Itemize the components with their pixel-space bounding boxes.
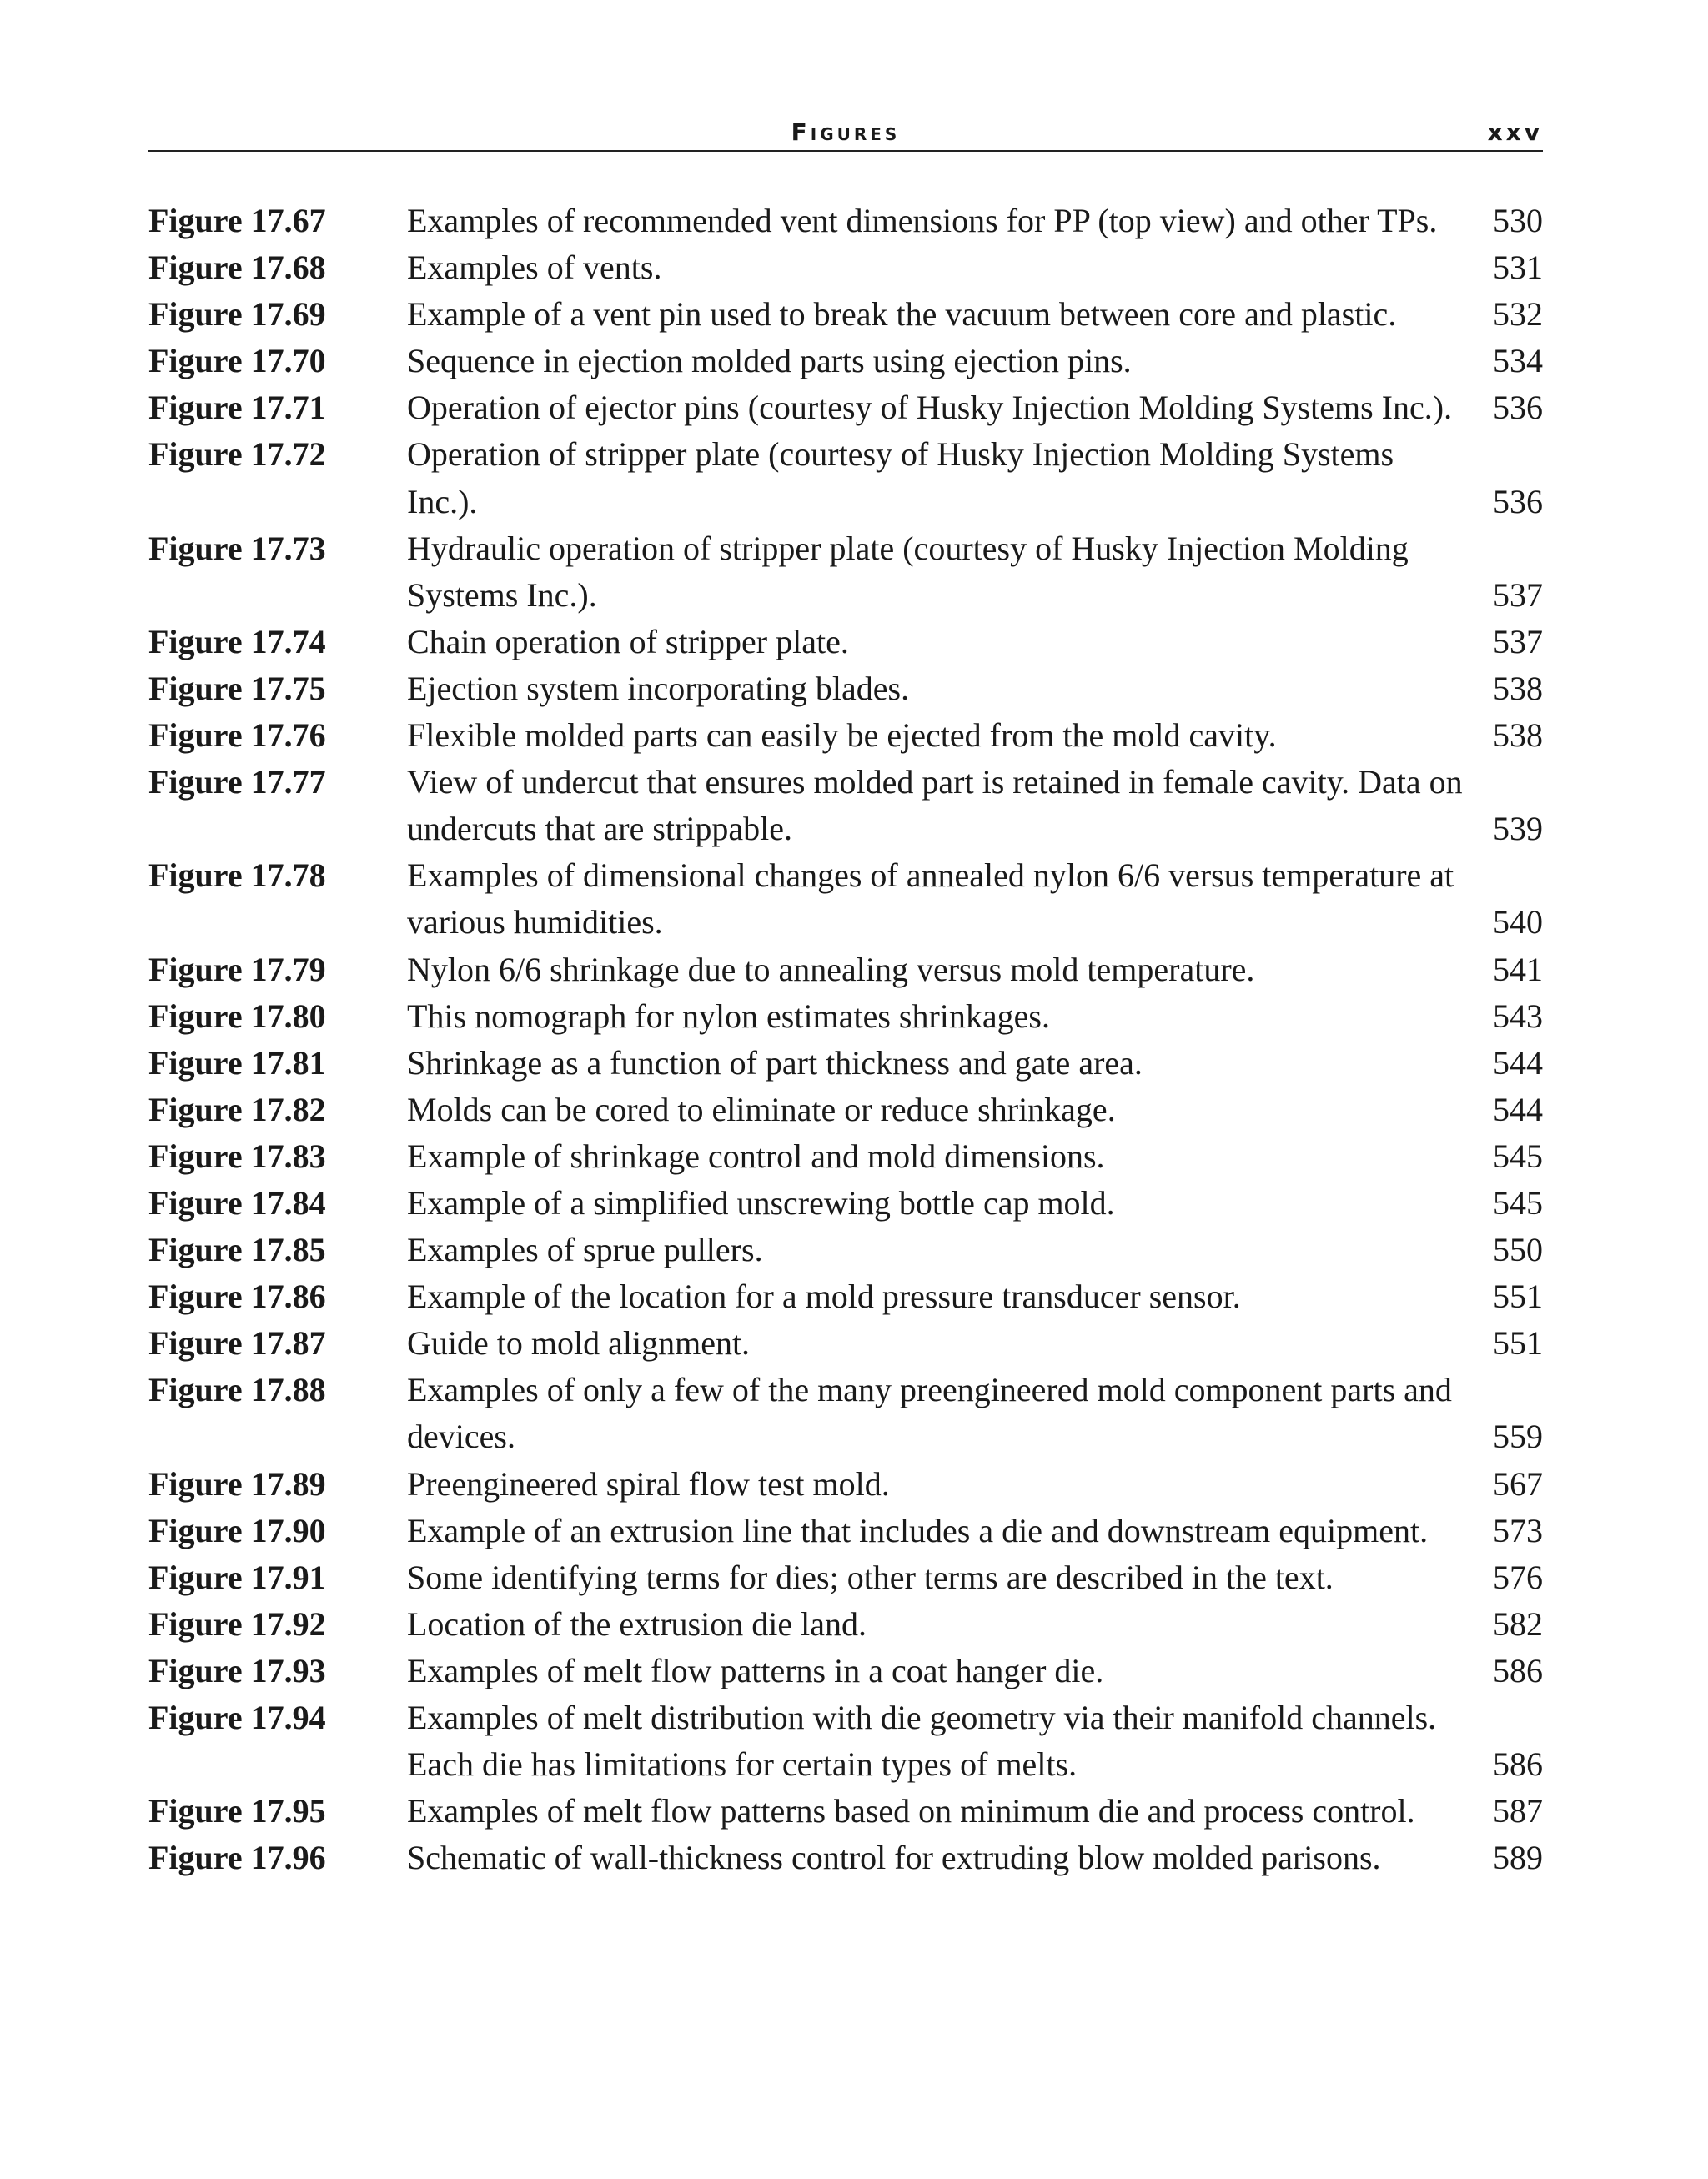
figure-label: Figure 17.75 [148, 669, 326, 707]
figure-caption: Examples of vents. [407, 249, 662, 287]
list-item [148, 759, 1543, 852]
figure-caption: Sequence in ejection molded parts using ejection pins. [407, 342, 1132, 380]
list-item [148, 525, 1543, 619]
figure-label: Figure 17.86 [148, 1278, 326, 1316]
figure-page-number: 559 [1493, 1418, 1543, 1456]
list-item [148, 431, 1543, 525]
figure-caption: Examples of melt distribution with die geometry via their manifold channels. Each die has limitations for certain types of melts. [407, 1699, 1437, 1784]
page-number: xxv [1487, 118, 1543, 146]
figure-caption: This nomograph for nylon estimates shrinkages. [407, 997, 1050, 1035]
list-item [148, 1835, 1543, 1881]
list-of-figures [148, 198, 1543, 1881]
figure-label: Figure 17.91 [148, 1558, 326, 1596]
figure-label: Figure 17.70 [148, 342, 326, 380]
figure-page-number: 530 [1493, 202, 1543, 239]
list-item [148, 1788, 1543, 1835]
figure-label: Figure 17.80 [148, 997, 326, 1035]
list-item [148, 993, 1543, 1040]
figure-page-number: 544 [1493, 1043, 1543, 1082]
figure-caption: Ejection system incorporating blades. [407, 669, 910, 707]
list-item [148, 244, 1543, 291]
list-item [148, 1648, 1543, 1694]
figure-label: Figure 17.78 [148, 856, 326, 895]
figure-caption: Operation of ejector pins (courtesy of Husky Injection Molding Systems Inc.). [407, 389, 1453, 427]
figure-caption: Schematic of wall-thickness control for extruding blow molded parisons. [407, 1839, 1381, 1877]
running-header [148, 117, 1543, 152]
figure-page-number: 534 [1493, 342, 1543, 380]
list-item [148, 1461, 1543, 1508]
figure-caption: Hydraulic operation of stripper plate (courtesy of Husky Injection Molding Systems Inc.). [407, 529, 1409, 614]
figure-label: Figure 17.77 [148, 763, 326, 801]
list-item [148, 712, 1543, 759]
list-item [148, 1133, 1543, 1180]
figure-label: Figure 17.96 [148, 1839, 326, 1877]
figure-page-number: 551 [1493, 1324, 1543, 1363]
figure-page-number: 538 [1493, 669, 1543, 707]
figure-label: Figure 17.93 [148, 1651, 326, 1689]
figure-label: Figure 17.95 [148, 1792, 326, 1830]
figure-page-number: 543 [1493, 997, 1543, 1035]
figure-label: Figure 17.74 [148, 622, 326, 660]
figure-page-number: 586 [1493, 1745, 1543, 1784]
figure-caption: Preengineered spiral flow test mold. [407, 1464, 890, 1503]
figure-caption: Some identifying terms for dies; other terms are described in the text. [407, 1558, 1334, 1596]
figure-label: Figure 17.84 [148, 1183, 326, 1222]
figure-label: Figure 17.85 [148, 1231, 326, 1269]
figure-page-number: 576 [1493, 1558, 1543, 1596]
figure-caption: Molds can be cored to eliminate or reduce shrinkage. [407, 1090, 1116, 1128]
figure-label: Figure 17.90 [148, 1511, 326, 1549]
figure-page-number: 550 [1493, 1231, 1543, 1269]
list-item [148, 1273, 1543, 1320]
list-item [148, 1087, 1543, 1133]
figure-label: Figure 17.87 [148, 1324, 326, 1363]
figure-page-number: 532 [1493, 295, 1543, 334]
figure-caption: Example of shrinkage control and mold dimensions. [407, 1137, 1105, 1175]
figure-page-number: 539 [1493, 810, 1543, 848]
figure-caption: Shrinkage as a function of part thickness and gate area. [407, 1043, 1143, 1082]
running-title: Figures [791, 118, 901, 146]
figure-page-number: 537 [1493, 575, 1543, 614]
list-item [148, 619, 1543, 665]
figure-caption: Location of the extrusion die land. [407, 1604, 867, 1643]
figure-caption: Operation of stripper plate (courtesy of Husky Injection Molding Systems Inc.). [407, 435, 1394, 520]
figure-page-number: 551 [1493, 1278, 1543, 1316]
figure-caption: Nylon 6/6 shrinkage due to annealing versus mold temperature. [407, 950, 1255, 988]
figure-page-number: 540 [1493, 903, 1543, 941]
list-item [148, 198, 1543, 244]
figure-page-number: 531 [1493, 249, 1543, 287]
figure-page-number: 589 [1493, 1839, 1543, 1877]
figure-page-number: 538 [1493, 716, 1543, 755]
list-item [148, 384, 1543, 431]
figure-label: Figure 17.92 [148, 1604, 326, 1643]
list-item [148, 1601, 1543, 1648]
figure-page-number: 537 [1493, 622, 1543, 660]
list-item [148, 1508, 1543, 1554]
figure-label: Figure 17.71 [148, 389, 326, 427]
figure-caption: Examples of recommended vent dimensions for PP (top view) and other TPs. [407, 202, 1438, 239]
figure-page-number: 545 [1493, 1137, 1543, 1175]
list-item [148, 338, 1543, 384]
figure-page-number: 541 [1493, 950, 1543, 988]
figure-caption: Examples of sprue pullers. [407, 1231, 763, 1269]
list-item [148, 1554, 1543, 1601]
figure-page-number: 544 [1493, 1090, 1543, 1128]
list-item [148, 291, 1543, 338]
figure-page-number: 545 [1493, 1183, 1543, 1222]
figure-caption: Example of a simplified unscrewing bottle cap mold. [407, 1183, 1115, 1222]
list-item [148, 1180, 1543, 1227]
figure-caption: Chain operation of stripper plate. [407, 622, 849, 660]
figure-caption: View of undercut that ensures molded part is retained in female cavity. Data on undercuts that are strippable. [407, 763, 1463, 848]
figure-label: Figure 17.67 [148, 202, 326, 239]
figure-caption: Example of the location for a mold pressure transducer sensor. [407, 1278, 1241, 1316]
figure-label: Figure 17.69 [148, 295, 326, 334]
figure-label: Figure 17.76 [148, 716, 326, 755]
figure-page-number: 586 [1493, 1651, 1543, 1689]
figure-label: Figure 17.68 [148, 249, 326, 287]
figure-caption: Guide to mold alignment. [407, 1324, 751, 1363]
figure-page-number: 536 [1493, 482, 1543, 520]
figure-label: Figure 17.79 [148, 950, 326, 988]
figure-page-number: 573 [1493, 1511, 1543, 1549]
figure-caption: Flexible molded parts can easily be ejected from the mold cavity. [407, 716, 1277, 755]
figure-page-number: 587 [1493, 1792, 1543, 1830]
figure-caption: Example of a vent pin used to break the vacuum between core and plastic. [407, 295, 1397, 334]
figure-page-number: 567 [1493, 1464, 1543, 1503]
list-item [148, 852, 1543, 946]
figure-label: Figure 17.83 [148, 1137, 326, 1175]
list-item [148, 946, 1543, 993]
list-item [148, 1040, 1543, 1087]
list-item [148, 1694, 1543, 1788]
figure-label: Figure 17.88 [148, 1371, 326, 1409]
figure-label: Figure 17.82 [148, 1090, 326, 1128]
figure-caption: Example of an extrusion line that includes a die and downstream equipment. [407, 1511, 1429, 1549]
list-item [148, 1367, 1543, 1460]
figure-caption: Examples of only a few of the many preengineered mold component parts and devices. [407, 1371, 1452, 1456]
figure-label: Figure 17.81 [148, 1043, 326, 1082]
figure-caption: Examples of melt flow patterns in a coat hanger die. [407, 1651, 1104, 1689]
list-item [148, 1227, 1543, 1273]
figure-page-number: 536 [1493, 389, 1543, 427]
figure-page-number: 582 [1493, 1604, 1543, 1643]
figure-caption: Examples of melt flow patterns based on minimum die and process control. [407, 1792, 1415, 1830]
list-item [148, 665, 1543, 712]
figure-caption: Examples of dimensional changes of annealed nylon 6/6 versus temperature at various humidities. [407, 856, 1454, 941]
figure-label: Figure 17.89 [148, 1464, 326, 1503]
figure-label: Figure 17.94 [148, 1699, 326, 1736]
figure-label: Figure 17.72 [148, 435, 326, 474]
list-item [148, 1320, 1543, 1367]
figure-label: Figure 17.73 [148, 529, 326, 567]
